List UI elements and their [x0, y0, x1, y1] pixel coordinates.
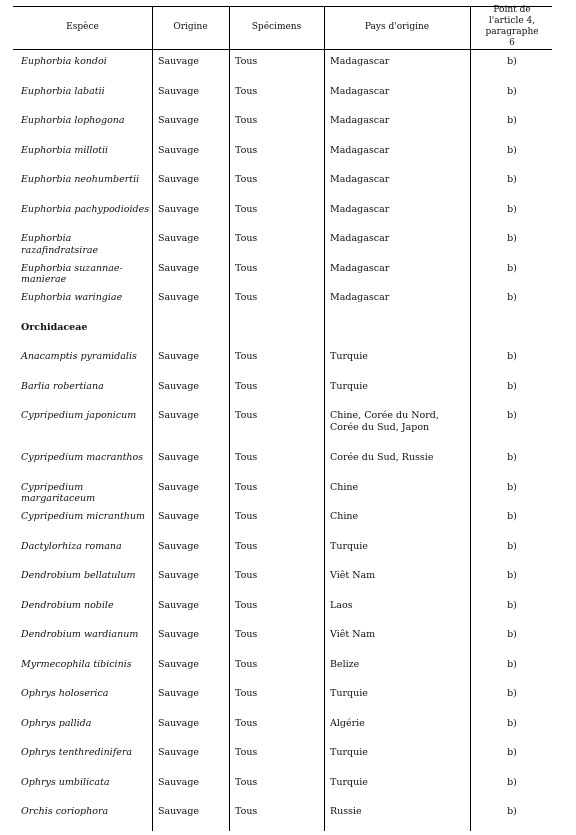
table-row	[13, 410, 552, 439]
point-cell: b)	[507, 570, 517, 581]
species-name: Dendrobium bellatulum	[21, 570, 136, 581]
origin-cell: Sauvage	[158, 747, 200, 758]
point-cell: b)	[507, 717, 517, 729]
specimens-cell: Tous	[235, 292, 258, 303]
specimens-cell: Tous	[235, 380, 258, 392]
origin-cell: Sauvage	[158, 56, 200, 67]
species-name: Ophrys tenthredinifera	[21, 747, 133, 758]
origin-cell: Sauvage	[158, 174, 200, 185]
country-cell: Madagascar	[330, 203, 390, 215]
species-name: Euphorbia neohumbertii	[21, 174, 140, 185]
species-name: Myrmecophila tibicinis	[21, 658, 132, 670]
header-origine: Origine	[173, 21, 208, 32]
specimens-cell: Tous	[235, 747, 258, 758]
specimens-cell: Tous	[235, 233, 258, 244]
table-row	[13, 233, 552, 262]
country-cell: Turquie	[330, 380, 368, 392]
country-cell: Viêt Nam	[330, 570, 376, 581]
point-cell: b)	[507, 85, 517, 97]
point-cell: b)	[507, 174, 517, 185]
country-cell: Corée du Sud, Russie	[330, 452, 434, 463]
origin-cell: Sauvage	[158, 452, 200, 463]
header-espece: Espèce	[66, 21, 99, 32]
country-cell: Chine	[330, 511, 359, 522]
origin-cell: Sauvage	[158, 717, 200, 729]
header-pays: Pays d'origine	[364, 21, 430, 32]
point-cell: b)	[507, 658, 517, 670]
table-row	[13, 452, 552, 481]
country-cell: Turquie	[330, 540, 368, 552]
species-name: Euphorbia suzannae-manierae	[21, 262, 123, 285]
table-row	[13, 482, 552, 511]
point-cell: b)	[507, 144, 517, 156]
point-cell: b)	[507, 56, 517, 67]
table-row	[13, 600, 552, 629]
species-name: Ophrys holoserica	[21, 688, 109, 699]
country-cell: Algérie	[330, 717, 365, 729]
country-cell: Madagascar	[330, 115, 390, 126]
point-cell: b)	[507, 776, 517, 788]
origin-cell: Sauvage	[158, 806, 200, 817]
specimens-cell: Tous	[235, 570, 258, 581]
country-cell: Turquie	[330, 688, 368, 699]
specimens-cell: Tous	[235, 144, 258, 156]
point-cell: b)	[507, 747, 517, 758]
table-row	[13, 56, 552, 85]
origin-cell: Sauvage	[158, 144, 200, 156]
specimens-cell: Tous	[235, 56, 258, 67]
origin-cell: Sauvage	[158, 570, 200, 581]
country-cell: Chine	[330, 481, 359, 493]
species-name: Anacamptis pyramidalis	[21, 351, 137, 362]
table-row	[13, 86, 552, 115]
species-name: Barlia robertiana	[21, 380, 104, 392]
table-row	[13, 115, 552, 144]
origin-cell: Sauvage	[158, 629, 200, 640]
species-name: Orchis coriophora	[21, 806, 109, 817]
origin-cell: Sauvage	[158, 233, 200, 244]
species-name: Cypripedium japonicum	[21, 410, 137, 421]
species-name: Cypripedium micranthum	[21, 511, 146, 522]
table-row	[13, 541, 552, 570]
specimens-cell: Tous	[235, 115, 258, 126]
country-cell: Madagascar	[330, 85, 390, 97]
specimens-cell: Tous	[235, 351, 258, 362]
species-name: Ophrys umbilicata	[21, 776, 110, 788]
country-cell: Madagascar	[330, 144, 390, 156]
table-row	[13, 292, 552, 321]
species-name: Euphorbia millotii	[21, 144, 109, 156]
table-row	[13, 145, 552, 174]
specimens-cell: Tous	[235, 203, 258, 215]
table-row	[13, 263, 552, 292]
origin-cell: Sauvage	[158, 658, 200, 670]
country-cell: Turquie	[330, 776, 368, 788]
origin-cell: Sauvage	[158, 203, 200, 215]
origin-cell: Sauvage	[158, 380, 200, 392]
specimens-cell: Tous	[235, 540, 258, 552]
origin-cell: Sauvage	[158, 351, 200, 362]
country-cell: Chine, Corée du Nord, Corée du Sud, Japon	[330, 410, 439, 433]
country-cell: Madagascar	[330, 262, 390, 274]
family-name: Orchidaceae	[21, 321, 88, 333]
species-name: Euphorbia razafindratsirae	[21, 233, 99, 256]
point-cell: b)	[507, 511, 517, 522]
species-name: Euphorbia kondoi	[21, 56, 107, 67]
species-name: Dendrobium wardianum	[21, 629, 139, 640]
table-row	[13, 351, 552, 380]
country-cell: Laos	[330, 599, 353, 611]
country-cell: Russie	[330, 806, 362, 817]
species-name: Cypripedium macranthos	[21, 452, 144, 463]
origin-cell: Sauvage	[158, 410, 200, 421]
point-cell: b)	[507, 452, 517, 463]
origin-cell: Sauvage	[158, 85, 200, 97]
country-cell: Belize	[330, 658, 360, 670]
origin-cell: Sauvage	[158, 262, 200, 274]
species-name: Dactylorhiza romana	[21, 540, 122, 552]
origin-cell: Sauvage	[158, 776, 200, 788]
point-cell: b)	[507, 292, 517, 303]
species-name: Euphorbia labatii	[21, 85, 105, 97]
point-cell: b)	[507, 806, 517, 817]
specimens-cell: Tous	[235, 658, 258, 670]
table-row	[13, 511, 552, 540]
table-row	[13, 204, 552, 233]
country-cell: Madagascar	[330, 292, 390, 303]
point-cell: b)	[507, 410, 517, 421]
point-cell: b)	[507, 380, 517, 392]
origin-cell: Sauvage	[158, 115, 200, 126]
country-cell: Viêt Nam	[330, 629, 376, 640]
specimens-cell: Tous	[235, 511, 258, 522]
table-row	[13, 777, 552, 806]
origin-cell: Sauvage	[158, 688, 200, 699]
species-name: Euphorbia lophogona	[21, 115, 125, 126]
specimens-cell: Tous	[235, 688, 258, 699]
table-row	[13, 570, 552, 599]
point-cell: b)	[507, 233, 517, 244]
specimens-cell: Tous	[235, 599, 258, 611]
table-row	[13, 629, 552, 658]
country-cell: Madagascar	[330, 233, 390, 244]
table-row	[13, 659, 552, 688]
point-cell: b)	[507, 688, 517, 699]
specimens-cell: Tous	[235, 776, 258, 788]
country-cell: Turquie	[330, 747, 368, 758]
origin-cell: Sauvage	[158, 599, 200, 611]
point-cell: b)	[507, 540, 517, 552]
species-name: Ophrys pallida	[21, 717, 92, 729]
specimens-cell: Tous	[235, 481, 258, 493]
country-cell: Turquie	[330, 351, 368, 362]
header-rule	[13, 49, 552, 50]
origin-cell: Sauvage	[158, 292, 200, 303]
specimens-cell: Tous	[235, 806, 258, 817]
table-row	[13, 688, 552, 717]
species-table	[13, 6, 552, 831]
point-cell: b)	[507, 599, 517, 611]
specimens-cell: Tous	[235, 85, 258, 97]
origin-cell: Sauvage	[158, 511, 200, 522]
point-cell: b)	[507, 629, 517, 640]
species-name: Dendrobium nobile	[21, 599, 114, 611]
point-cell: b)	[507, 203, 517, 215]
species-name: Euphorbia waringiae	[21, 292, 123, 303]
point-cell: b)	[507, 115, 517, 126]
origin-cell: Sauvage	[158, 540, 200, 552]
point-cell: b)	[507, 351, 517, 362]
specimens-cell: Tous	[235, 174, 258, 185]
specimens-cell: Tous	[235, 410, 258, 421]
specimens-cell: Tous	[235, 262, 258, 274]
point-cell: b)	[507, 481, 517, 493]
specimens-cell: Tous	[235, 452, 258, 463]
table-row	[13, 747, 552, 776]
specimens-cell: Tous	[235, 717, 258, 729]
species-name: Cypripedium margaritaceum	[21, 481, 96, 504]
table-row	[13, 174, 552, 203]
species-name: Euphorbia pachypodioides	[21, 203, 150, 215]
family-row	[13, 322, 552, 351]
specimens-cell: Tous	[235, 629, 258, 640]
point-cell: b)	[507, 262, 517, 274]
origin-cell: Sauvage	[158, 481, 200, 493]
header-specimens: Spécimens	[251, 21, 302, 32]
table-row	[13, 718, 552, 747]
country-cell: Madagascar	[330, 174, 390, 185]
country-cell: Madagascar	[330, 56, 390, 67]
table-row	[13, 381, 552, 410]
header-point: Point de l'article 4, paragraphe 6	[485, 5, 539, 48]
